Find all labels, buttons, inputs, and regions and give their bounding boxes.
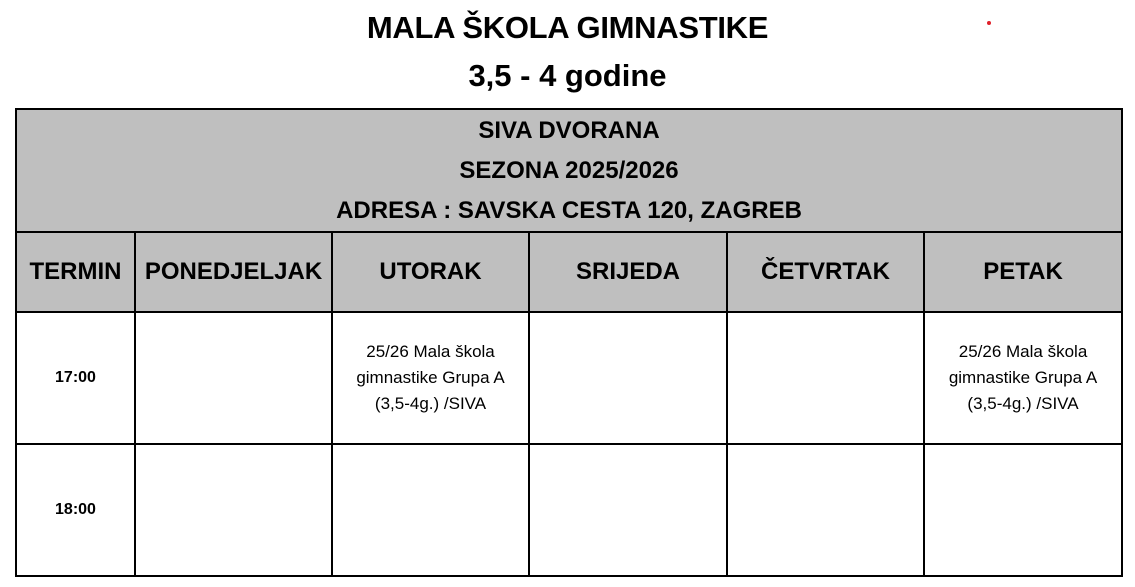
schedule-cell <box>135 444 332 576</box>
venue-name: SIVA DVORANA <box>478 116 660 144</box>
column-header-cetvrtak: ČETVRTAK <box>727 232 924 312</box>
schedule-cell <box>332 312 529 444</box>
schedule-cell <box>924 312 1122 444</box>
class-entry-line: gimnastike Grupa A <box>948 368 1098 387</box>
column-header-srijeda: SRIJEDA <box>529 232 727 312</box>
red-dot-mark <box>987 21 991 25</box>
address-label: ADRESA : SAVSKA CESTA 120, ZAGREB <box>336 196 802 224</box>
class-entry-line: gimnastike Grupa A <box>356 368 505 387</box>
table-row <box>16 312 1122 444</box>
class-entry-line: 25/26 Mala škola <box>958 342 1088 361</box>
column-header-ponedjeljak: PONEDJELJAK <box>135 232 332 312</box>
column-header-termin: TERMIN <box>16 232 135 312</box>
class-entry <box>333 339 528 417</box>
column-header-petak: PETAK <box>924 232 1122 312</box>
page-subtitle: 3,5 - 4 godine <box>468 58 667 93</box>
class-entry-line: (3,5-4g.) /SIVA <box>374 394 487 413</box>
season-label: SEZONA 2025/2026 <box>459 156 679 184</box>
schedule-cell <box>529 312 727 444</box>
class-entry-line: 25/26 Mala škola <box>366 342 495 361</box>
schedule-cell <box>135 312 332 444</box>
schedule-cell <box>529 444 727 576</box>
header-row <box>16 232 1122 312</box>
table-row <box>16 444 1122 576</box>
time-cell: 17:00 <box>16 312 135 444</box>
column-header-utorak: UTORAK <box>332 232 529 312</box>
venue-banner <box>16 109 1122 232</box>
banner-row <box>16 109 1122 232</box>
time-cell: 18:00 <box>16 444 135 576</box>
schedule-table <box>15 108 1123 577</box>
schedule-cell <box>924 444 1122 576</box>
page-title: MALA ŠKOLA GIMNASTIKE <box>366 10 769 45</box>
class-entry-line: (3,5-4g.) /SIVA <box>967 394 1079 413</box>
class-entry <box>925 339 1121 417</box>
schedule-cell <box>727 312 924 444</box>
schedule-cell <box>332 444 529 576</box>
schedule-cell <box>727 444 924 576</box>
